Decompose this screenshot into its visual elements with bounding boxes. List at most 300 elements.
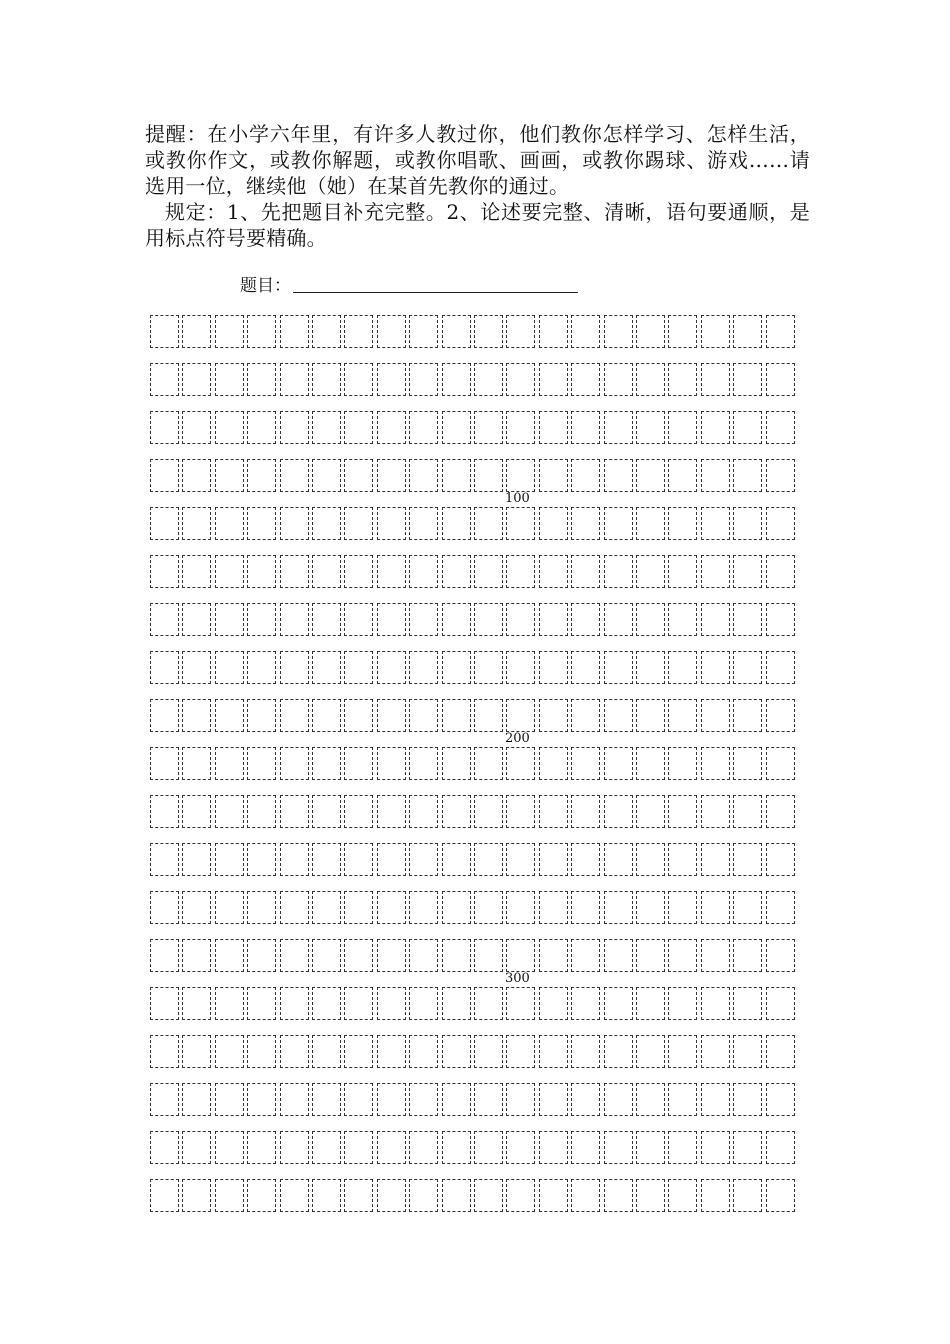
grid-cell[interactable] (571, 891, 600, 924)
grid-cell[interactable] (409, 1179, 438, 1212)
grid-cell[interactable] (312, 411, 341, 444)
grid-cell[interactable] (377, 651, 406, 684)
grid-cell[interactable] (150, 507, 179, 540)
grid-cell[interactable] (344, 1083, 373, 1116)
grid-cell[interactable] (215, 987, 244, 1020)
grid-cell[interactable] (377, 1131, 406, 1164)
grid-cell[interactable] (442, 891, 471, 924)
grid-cell[interactable] (344, 507, 373, 540)
grid-cell[interactable] (539, 939, 568, 972)
grid-cell[interactable] (701, 555, 730, 588)
grid-cell[interactable] (247, 603, 276, 636)
grid-cell[interactable] (668, 843, 697, 876)
grid-cell[interactable] (150, 1131, 179, 1164)
grid-cell[interactable] (539, 843, 568, 876)
grid-cell[interactable] (247, 1131, 276, 1164)
grid-cell[interactable] (474, 411, 503, 444)
grid-cell[interactable] (312, 1035, 341, 1068)
grid-cell[interactable] (215, 1083, 244, 1116)
grid-cell[interactable] (150, 795, 179, 828)
grid-cell[interactable] (280, 699, 309, 732)
grid-cell[interactable] (442, 555, 471, 588)
grid-cell[interactable] (668, 1131, 697, 1164)
grid-cell[interactable] (182, 1083, 211, 1116)
grid-cell[interactable] (604, 795, 633, 828)
grid-cell[interactable] (636, 603, 665, 636)
grid-cell[interactable] (280, 1083, 309, 1116)
grid-cell[interactable] (701, 747, 730, 780)
grid-cell[interactable] (506, 507, 535, 540)
grid-cell[interactable] (474, 1179, 503, 1212)
grid-cell[interactable] (215, 651, 244, 684)
grid-cell[interactable] (766, 363, 795, 396)
grid-cell[interactable] (636, 651, 665, 684)
grid-cell[interactable] (312, 699, 341, 732)
grid-cell[interactable] (766, 555, 795, 588)
grid-cell[interactable] (701, 507, 730, 540)
grid-cell[interactable] (344, 843, 373, 876)
grid-cell[interactable] (539, 651, 568, 684)
grid-cell[interactable] (312, 315, 341, 348)
grid-cell[interactable] (344, 1179, 373, 1212)
grid-cell[interactable] (506, 651, 535, 684)
grid-cell[interactable] (604, 1131, 633, 1164)
grid-cell[interactable] (182, 459, 211, 492)
grid-cell[interactable] (442, 603, 471, 636)
grid-cell[interactable] (474, 795, 503, 828)
grid-cell[interactable] (150, 747, 179, 780)
grid-cell[interactable] (668, 507, 697, 540)
grid-cell[interactable] (766, 1131, 795, 1164)
grid-cell[interactable] (150, 363, 179, 396)
grid-cell[interactable] (280, 603, 309, 636)
grid-cell[interactable] (377, 315, 406, 348)
grid-cell[interactable] (182, 603, 211, 636)
grid-cell[interactable] (604, 555, 633, 588)
grid-cell[interactable] (701, 315, 730, 348)
grid-cell[interactable] (474, 363, 503, 396)
grid-cell[interactable] (377, 939, 406, 972)
grid-cell[interactable] (409, 315, 438, 348)
grid-cell[interactable] (474, 651, 503, 684)
grid-cell[interactable] (280, 315, 309, 348)
grid-cell[interactable] (766, 891, 795, 924)
grid-cell[interactable] (377, 699, 406, 732)
grid-cell[interactable] (539, 411, 568, 444)
grid-cell[interactable] (150, 555, 179, 588)
grid-cell[interactable] (150, 1083, 179, 1116)
grid-cell[interactable] (409, 507, 438, 540)
grid-cell[interactable] (636, 843, 665, 876)
grid-cell[interactable] (668, 891, 697, 924)
grid-cell[interactable] (442, 459, 471, 492)
grid-cell[interactable] (150, 699, 179, 732)
grid-cell[interactable] (474, 315, 503, 348)
grid-cell[interactable] (571, 795, 600, 828)
grid-cell[interactable] (215, 411, 244, 444)
title-blank-line[interactable] (293, 274, 578, 293)
grid-cell[interactable] (506, 1083, 535, 1116)
grid-cell[interactable] (182, 747, 211, 780)
grid-cell[interactable] (409, 699, 438, 732)
grid-cell[interactable] (377, 891, 406, 924)
grid-cell[interactable] (247, 1035, 276, 1068)
grid-cell[interactable] (604, 891, 633, 924)
grid-cell[interactable] (733, 987, 762, 1020)
grid-cell[interactable] (182, 1179, 211, 1212)
grid-cell[interactable] (571, 411, 600, 444)
grid-cell[interactable] (344, 315, 373, 348)
grid-cell[interactable] (701, 1131, 730, 1164)
grid-cell[interactable] (182, 795, 211, 828)
grid-cell[interactable] (668, 1179, 697, 1212)
grid-cell[interactable] (506, 699, 535, 732)
grid-cell[interactable] (312, 603, 341, 636)
grid-cell[interactable] (701, 1083, 730, 1116)
grid-cell[interactable] (701, 651, 730, 684)
grid-cell[interactable] (733, 1179, 762, 1212)
grid-cell[interactable] (150, 603, 179, 636)
grid-cell[interactable] (604, 843, 633, 876)
grid-cell[interactable] (377, 843, 406, 876)
grid-cell[interactable] (766, 507, 795, 540)
grid-cell[interactable] (474, 891, 503, 924)
grid-cell[interactable] (377, 1083, 406, 1116)
grid-cell[interactable] (701, 1179, 730, 1212)
grid-cell[interactable] (701, 411, 730, 444)
grid-cell[interactable] (280, 987, 309, 1020)
grid-cell[interactable] (442, 1179, 471, 1212)
grid-cell[interactable] (571, 1179, 600, 1212)
grid-cell[interactable] (442, 987, 471, 1020)
grid-cell[interactable] (182, 555, 211, 588)
grid-cell[interactable] (150, 843, 179, 876)
grid-cell[interactable] (636, 939, 665, 972)
grid-cell[interactable] (474, 555, 503, 588)
grid-cell[interactable] (344, 651, 373, 684)
grid-cell[interactable] (409, 411, 438, 444)
grid-cell[interactable] (766, 795, 795, 828)
grid-cell[interactable] (571, 1035, 600, 1068)
grid-cell[interactable] (442, 411, 471, 444)
grid-cell[interactable] (668, 603, 697, 636)
grid-cell[interactable] (571, 459, 600, 492)
grid-cell[interactable] (636, 411, 665, 444)
grid-cell[interactable] (344, 987, 373, 1020)
grid-cell[interactable] (506, 555, 535, 588)
grid-cell[interactable] (506, 1179, 535, 1212)
grid-cell[interactable] (182, 1131, 211, 1164)
grid-cell[interactable] (506, 1131, 535, 1164)
grid-cell[interactable] (377, 507, 406, 540)
grid-cell[interactable] (377, 411, 406, 444)
grid-cell[interactable] (182, 651, 211, 684)
grid-cell[interactable] (280, 651, 309, 684)
grid-cell[interactable] (377, 747, 406, 780)
grid-cell[interactable] (766, 1083, 795, 1116)
grid-cell[interactable] (733, 795, 762, 828)
grid-cell[interactable] (280, 939, 309, 972)
grid-cell[interactable] (247, 315, 276, 348)
grid-cell[interactable] (280, 843, 309, 876)
grid-cell[interactable] (182, 699, 211, 732)
grid-cell[interactable] (409, 363, 438, 396)
grid-cell[interactable] (733, 363, 762, 396)
grid-cell[interactable] (182, 363, 211, 396)
grid-cell[interactable] (474, 939, 503, 972)
grid-cell[interactable] (474, 1131, 503, 1164)
grid-cell[interactable] (474, 459, 503, 492)
grid-cell[interactable] (280, 891, 309, 924)
grid-cell[interactable] (604, 507, 633, 540)
grid-cell[interactable] (312, 507, 341, 540)
grid-cell[interactable] (733, 843, 762, 876)
grid-cell[interactable] (474, 987, 503, 1020)
grid-cell[interactable] (539, 555, 568, 588)
grid-cell[interactable] (701, 603, 730, 636)
grid-cell[interactable] (312, 1083, 341, 1116)
grid-cell[interactable] (312, 747, 341, 780)
grid-cell[interactable] (344, 363, 373, 396)
grid-cell[interactable] (182, 1035, 211, 1068)
grid-cell[interactable] (571, 603, 600, 636)
grid-cell[interactable] (668, 315, 697, 348)
grid-cell[interactable] (668, 699, 697, 732)
grid-cell[interactable] (150, 891, 179, 924)
grid-cell[interactable] (312, 363, 341, 396)
grid-cell[interactable] (571, 507, 600, 540)
grid-cell[interactable] (280, 1035, 309, 1068)
grid-cell[interactable] (571, 939, 600, 972)
grid-cell[interactable] (604, 747, 633, 780)
grid-cell[interactable] (766, 459, 795, 492)
grid-cell[interactable] (247, 987, 276, 1020)
grid-cell[interactable] (636, 1035, 665, 1068)
grid-cell[interactable] (247, 699, 276, 732)
grid-cell[interactable] (150, 939, 179, 972)
grid-cell[interactable] (344, 747, 373, 780)
grid-cell[interactable] (571, 843, 600, 876)
grid-cell[interactable] (344, 699, 373, 732)
grid-cell[interactable] (442, 1131, 471, 1164)
grid-cell[interactable] (604, 651, 633, 684)
grid-cell[interactable] (344, 555, 373, 588)
grid-cell[interactable] (215, 843, 244, 876)
grid-cell[interactable] (312, 795, 341, 828)
grid-cell[interactable] (409, 987, 438, 1020)
grid-cell[interactable] (215, 363, 244, 396)
grid-cell[interactable] (604, 411, 633, 444)
grid-cell[interactable] (280, 1131, 309, 1164)
grid-cell[interactable] (247, 411, 276, 444)
grid-cell[interactable] (733, 939, 762, 972)
grid-cell[interactable] (636, 555, 665, 588)
grid-cell[interactable] (377, 555, 406, 588)
grid-cell[interactable] (409, 939, 438, 972)
grid-cell[interactable] (215, 939, 244, 972)
grid-cell[interactable] (604, 459, 633, 492)
grid-cell[interactable] (733, 1083, 762, 1116)
grid-cell[interactable] (150, 651, 179, 684)
grid-cell[interactable] (766, 651, 795, 684)
grid-cell[interactable] (312, 1131, 341, 1164)
grid-cell[interactable] (247, 795, 276, 828)
grid-cell[interactable] (668, 363, 697, 396)
grid-cell[interactable] (409, 891, 438, 924)
grid-cell[interactable] (571, 651, 600, 684)
grid-cell[interactable] (474, 1035, 503, 1068)
grid-cell[interactable] (312, 843, 341, 876)
grid-cell[interactable] (312, 987, 341, 1020)
grid-cell[interactable] (280, 507, 309, 540)
grid-cell[interactable] (377, 603, 406, 636)
grid-cell[interactable] (636, 459, 665, 492)
grid-cell[interactable] (506, 1035, 535, 1068)
grid-cell[interactable] (668, 459, 697, 492)
grid-cell[interactable] (571, 1131, 600, 1164)
grid-cell[interactable] (215, 1179, 244, 1212)
grid-cell[interactable] (442, 651, 471, 684)
grid-cell[interactable] (409, 1035, 438, 1068)
grid-cell[interactable] (474, 1083, 503, 1116)
grid-cell[interactable] (571, 363, 600, 396)
grid-cell[interactable] (312, 459, 341, 492)
grid-cell[interactable] (280, 795, 309, 828)
grid-cell[interactable] (182, 987, 211, 1020)
grid-cell[interactable] (247, 651, 276, 684)
grid-cell[interactable] (247, 1083, 276, 1116)
grid-cell[interactable] (733, 411, 762, 444)
grid-cell[interactable] (668, 795, 697, 828)
grid-cell[interactable] (766, 603, 795, 636)
grid-cell[interactable] (604, 1035, 633, 1068)
grid-cell[interactable] (668, 651, 697, 684)
grid-cell[interactable] (539, 891, 568, 924)
grid-cell[interactable] (377, 363, 406, 396)
grid-cell[interactable] (571, 747, 600, 780)
grid-cell[interactable] (506, 795, 535, 828)
grid-cell[interactable] (344, 891, 373, 924)
grid-cell[interactable] (377, 795, 406, 828)
grid-cell[interactable] (442, 315, 471, 348)
grid-cell[interactable] (604, 939, 633, 972)
grid-cell[interactable] (344, 1035, 373, 1068)
grid-cell[interactable] (766, 747, 795, 780)
grid-cell[interactable] (182, 939, 211, 972)
grid-cell[interactable] (474, 507, 503, 540)
grid-cell[interactable] (409, 459, 438, 492)
grid-cell[interactable] (636, 891, 665, 924)
grid-cell[interactable] (312, 939, 341, 972)
grid-cell[interactable] (668, 747, 697, 780)
grid-cell[interactable] (506, 939, 535, 972)
grid-cell[interactable] (215, 507, 244, 540)
grid-cell[interactable] (344, 411, 373, 444)
grid-cell[interactable] (701, 795, 730, 828)
grid-cell[interactable] (733, 315, 762, 348)
grid-cell[interactable] (668, 1083, 697, 1116)
grid-cell[interactable] (442, 795, 471, 828)
grid-cell[interactable] (668, 1035, 697, 1068)
grid-cell[interactable] (409, 747, 438, 780)
grid-cell[interactable] (409, 651, 438, 684)
grid-cell[interactable] (733, 459, 762, 492)
grid-cell[interactable] (668, 939, 697, 972)
grid-cell[interactable] (766, 843, 795, 876)
grid-cell[interactable] (701, 363, 730, 396)
grid-cell[interactable] (409, 603, 438, 636)
grid-cell[interactable] (539, 1179, 568, 1212)
grid-cell[interactable] (733, 1131, 762, 1164)
grid-cell[interactable] (474, 699, 503, 732)
grid-cell[interactable] (539, 459, 568, 492)
grid-cell[interactable] (766, 1179, 795, 1212)
grid-cell[interactable] (442, 843, 471, 876)
grid-cell[interactable] (636, 1179, 665, 1212)
grid-cell[interactable] (215, 459, 244, 492)
grid-cell[interactable] (344, 939, 373, 972)
grid-cell[interactable] (571, 555, 600, 588)
grid-cell[interactable] (701, 1035, 730, 1068)
grid-cell[interactable] (636, 795, 665, 828)
grid-cell[interactable] (215, 747, 244, 780)
grid-cell[interactable] (247, 843, 276, 876)
grid-cell[interactable] (280, 1179, 309, 1212)
grid-cell[interactable] (182, 411, 211, 444)
grid-cell[interactable] (215, 1035, 244, 1068)
grid-cell[interactable] (733, 1035, 762, 1068)
grid-cell[interactable] (539, 747, 568, 780)
grid-cell[interactable] (442, 1035, 471, 1068)
grid-cell[interactable] (377, 987, 406, 1020)
grid-cell[interactable] (442, 747, 471, 780)
grid-cell[interactable] (636, 507, 665, 540)
grid-cell[interactable] (409, 555, 438, 588)
grid-cell[interactable] (344, 603, 373, 636)
grid-cell[interactable] (280, 747, 309, 780)
grid-cell[interactable] (474, 747, 503, 780)
grid-cell[interactable] (506, 411, 535, 444)
grid-cell[interactable] (312, 651, 341, 684)
grid-cell[interactable] (766, 1035, 795, 1068)
grid-cell[interactable] (766, 939, 795, 972)
grid-cell[interactable] (280, 411, 309, 444)
grid-cell[interactable] (280, 459, 309, 492)
grid-cell[interactable] (668, 987, 697, 1020)
grid-cell[interactable] (571, 315, 600, 348)
grid-cell[interactable] (539, 1035, 568, 1068)
grid-cell[interactable] (150, 1035, 179, 1068)
grid-cell[interactable] (312, 891, 341, 924)
grid-cell[interactable] (247, 1179, 276, 1212)
grid-cell[interactable] (539, 315, 568, 348)
grid-cell[interactable] (215, 555, 244, 588)
grid-cell[interactable] (182, 891, 211, 924)
grid-cell[interactable] (766, 411, 795, 444)
grid-cell[interactable] (539, 795, 568, 828)
grid-cell[interactable] (701, 891, 730, 924)
grid-cell[interactable] (377, 1035, 406, 1068)
grid-cell[interactable] (604, 363, 633, 396)
grid-cell[interactable] (150, 987, 179, 1020)
grid-cell[interactable] (344, 1131, 373, 1164)
grid-cell[interactable] (377, 459, 406, 492)
grid-cell[interactable] (636, 1131, 665, 1164)
grid-cell[interactable] (409, 1083, 438, 1116)
grid-cell[interactable] (604, 987, 633, 1020)
grid-cell[interactable] (312, 1179, 341, 1212)
grid-cell[interactable] (539, 363, 568, 396)
